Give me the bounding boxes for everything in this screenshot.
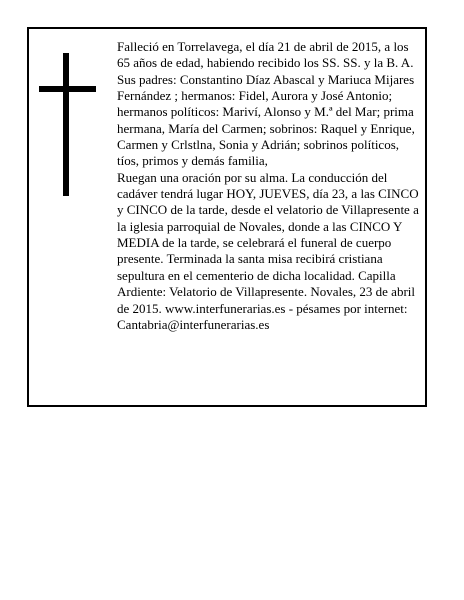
obituary-paragraph-death: Falleció en Torrelavega, el día 21 de abril de 2015, a los 65 años de edad, habiendo recibido los SS. SS. y la B. A. <box>117 39 414 71</box>
cross-icon-vertical-bar <box>63 53 69 196</box>
obituary-paragraph-family: Sus padres: Constantino Díaz Abascal y Mariuca Mijares Fernández ; hermanos: Fidel, Aurora y José Antonio; hermanos políticos: Mariví, Alonso y M.ª del Mar; prima hermana, María del Carmen; sobrinos: Raquel y Enrique, Carmen y Crlstlna, Sonia y Adrián; sobrinos políticos, tíos, primos y demás familia, <box>117 71 415 169</box>
cross-icon-horizontal-bar <box>39 86 96 92</box>
obituary-text <box>117 39 419 333</box>
obituary-paragraph-funeral: Ruegan una oración por su alma. La conducción del cadáver tendrá lugar HOY, JUEVES, día 23, a las CINCO y CINCO de la tarde, desde el velatorio de Villapresente a la iglesia parroquial de Novales, donde a las CINCO Y MEDIA de la tarde, se celebrará el funeral de cuerpo presente. Terminada la santa misa recibirá cristiana sepultura en el cementerio de dicha localidad. Capilla Ardiente: Velatorio de Villapresente. Novales, 23 de abril de 2015. www.interfunerarias.es - pésames por internet: Cantabria@interfunerarias.es <box>117 169 419 332</box>
